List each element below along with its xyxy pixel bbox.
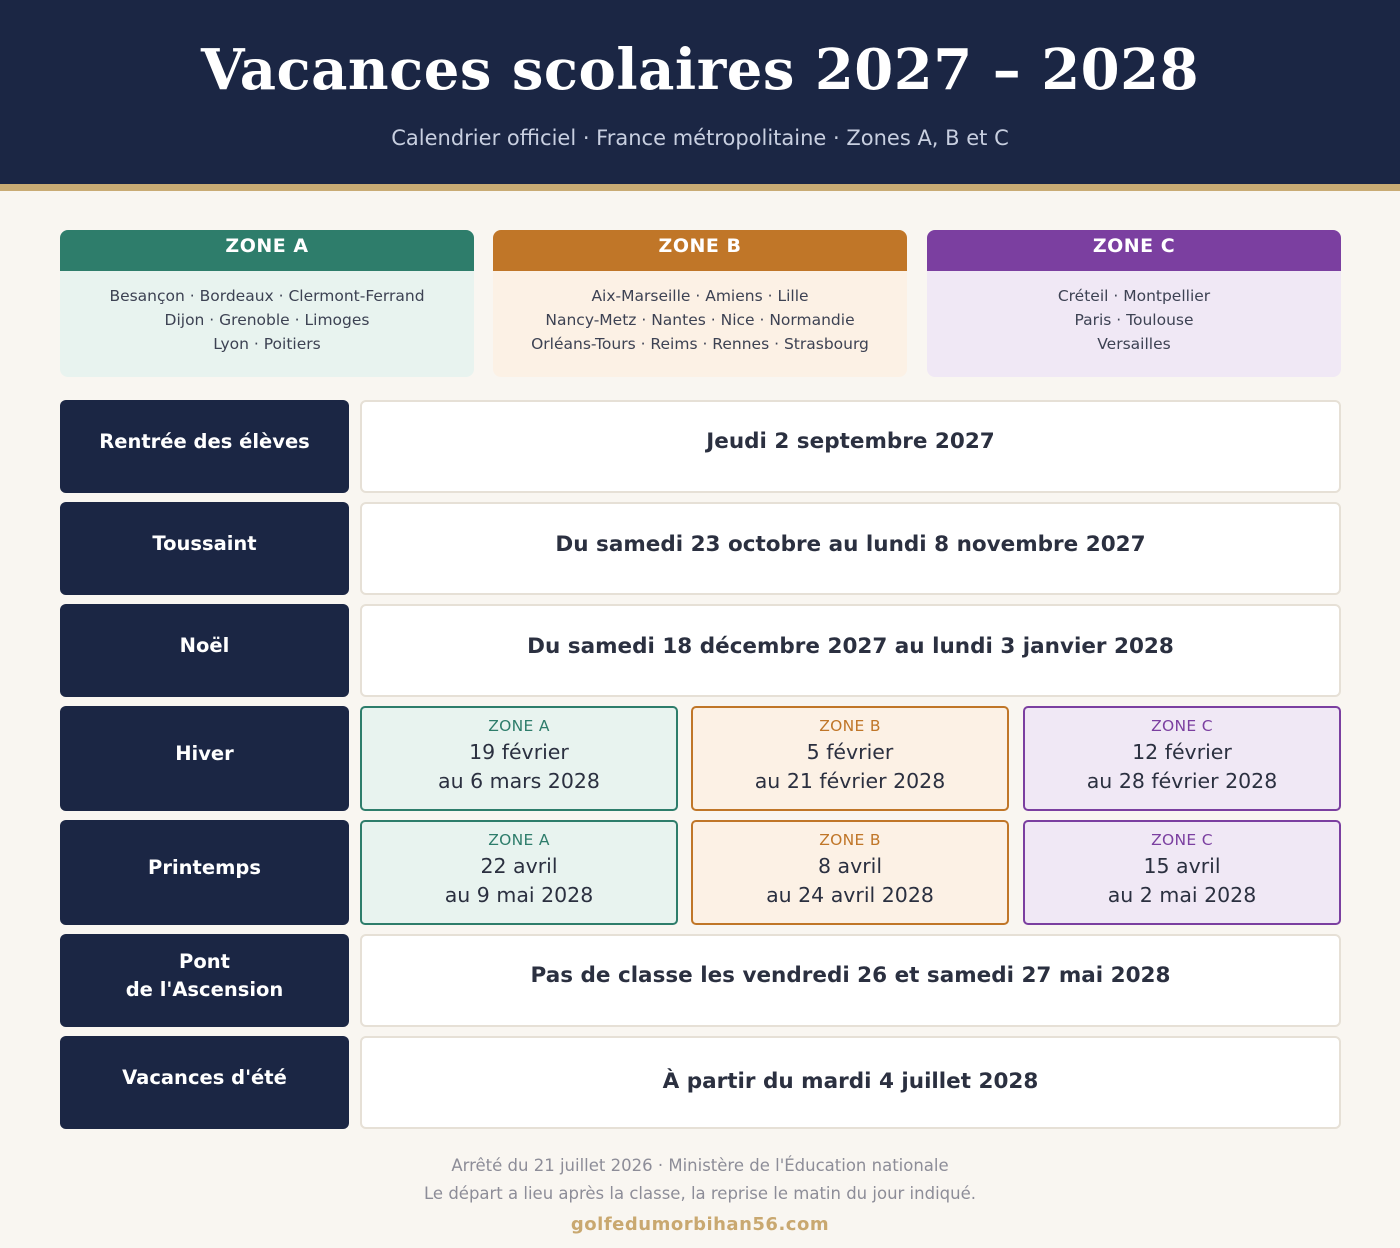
date-start: 5 février	[806, 740, 894, 764]
header-divider	[0, 184, 1400, 191]
zone-tag: ZONE C	[1151, 831, 1213, 849]
zone-tag: ZONE C	[1151, 717, 1213, 735]
date-end: au 2 mai 2028	[1107, 883, 1257, 907]
row-value-ascension	[360, 934, 1341, 1027]
page-title: Vacances scolaires 2027 – 2028	[200, 37, 1200, 103]
row-label-line: de l'Ascension	[125, 977, 284, 1001]
date-end: au 24 avril 2028	[766, 883, 934, 907]
row-label-line: Pont	[179, 949, 230, 973]
row-value-toussaint	[360, 502, 1341, 595]
footer-note: Le départ a lieu après la classe, la reprise le matin du jour indiqué.	[424, 1184, 976, 1203]
zone-cities-line: Créteil · Montpellier	[1057, 287, 1211, 305]
zone-card-b	[493, 230, 907, 377]
hiver-zone-c	[1023, 706, 1341, 811]
zone-cities-line: Besançon · Bordeaux · Clermont-Ferrand	[109, 287, 425, 305]
page-subtitle: Calendrier officiel · France métropolitaine · Zones A, B et C	[391, 126, 1009, 150]
row-label-printemps: Printemps	[60, 820, 349, 925]
row-value-noel	[360, 604, 1341, 697]
row-label-rentree: Rentrée des élèves	[60, 400, 349, 493]
zone-cities-line: Paris · Toulouse	[1074, 311, 1194, 329]
date-text: Pas de classe les vendredi 26 et samedi 27 mai 2028	[530, 963, 1171, 988]
zone-card-c	[927, 230, 1341, 377]
printemps-zone-c	[1023, 820, 1341, 925]
date-start: 12 février	[1132, 740, 1232, 764]
date-end: au 21 février 2028	[754, 769, 946, 793]
zone-card-a	[60, 230, 474, 377]
zone-tag: ZONE A	[488, 831, 550, 849]
hiver-zone-b	[691, 706, 1009, 811]
date-start: 15 avril	[1143, 854, 1221, 878]
zone-card-title: ZONE B	[493, 230, 907, 271]
printemps-zone-a	[360, 820, 678, 925]
row-value-rentree	[360, 400, 1341, 493]
date-end: au 9 mai 2028	[444, 883, 594, 907]
zone-cities-line: Lyon · Poitiers	[213, 335, 321, 353]
row-label-hiver: Hiver	[60, 706, 349, 811]
date-text: À partir du mardi 4 juillet 2028	[662, 1069, 1039, 1094]
zone-card-title: ZONE C	[927, 230, 1341, 271]
date-text: Du samedi 18 décembre 2027 au lundi 3 janvier 2028	[527, 634, 1174, 659]
date-text: Jeudi 2 septembre 2027	[706, 429, 995, 454]
zone-cities-line: Dijon · Grenoble · Limoges	[164, 311, 370, 329]
date-text: Du samedi 23 octobre au lundi 8 novembre 2027	[555, 532, 1146, 557]
zone-cities-line: Orléans-Tours · Reims · Rennes · Strasbourg	[531, 335, 869, 353]
row-label-ete: Vacances d'été	[60, 1036, 349, 1129]
date-end: au 28 février 2028	[1086, 769, 1278, 793]
zone-cities	[493, 271, 907, 356]
zone-cities	[60, 271, 474, 356]
page-header	[0, 0, 1400, 184]
zone-tag: ZONE B	[819, 717, 881, 735]
zone-tag: ZONE A	[488, 717, 550, 735]
footer-website: golfedumorbihan56.com	[570, 1214, 830, 1235]
row-value-ete	[360, 1036, 1341, 1129]
printemps-zone-b	[691, 820, 1009, 925]
date-end: au 6 mars 2028	[438, 769, 600, 793]
zone-tag: ZONE B	[819, 831, 881, 849]
footer-legal: Arrêté du 21 juillet 2026 · Ministère de l'Éducation nationale	[451, 1156, 949, 1175]
zone-card-title: ZONE A	[60, 230, 474, 271]
zone-cities-line: Versailles	[1097, 335, 1171, 353]
date-start: 8 avril	[817, 854, 883, 878]
date-start: 22 avril	[480, 854, 558, 878]
row-label-ascension	[60, 934, 349, 1027]
hiver-zone-a	[360, 706, 678, 811]
zone-cities-line: Aix-Marseille · Amiens · Lille	[591, 287, 809, 305]
row-label-toussaint: Toussaint	[60, 502, 349, 595]
zone-cities-line: Nancy-Metz · Nantes · Nice · Normandie	[545, 311, 855, 329]
row-label-noel: Noël	[60, 604, 349, 697]
zone-cities	[927, 271, 1341, 356]
date-start: 19 février	[469, 740, 569, 764]
